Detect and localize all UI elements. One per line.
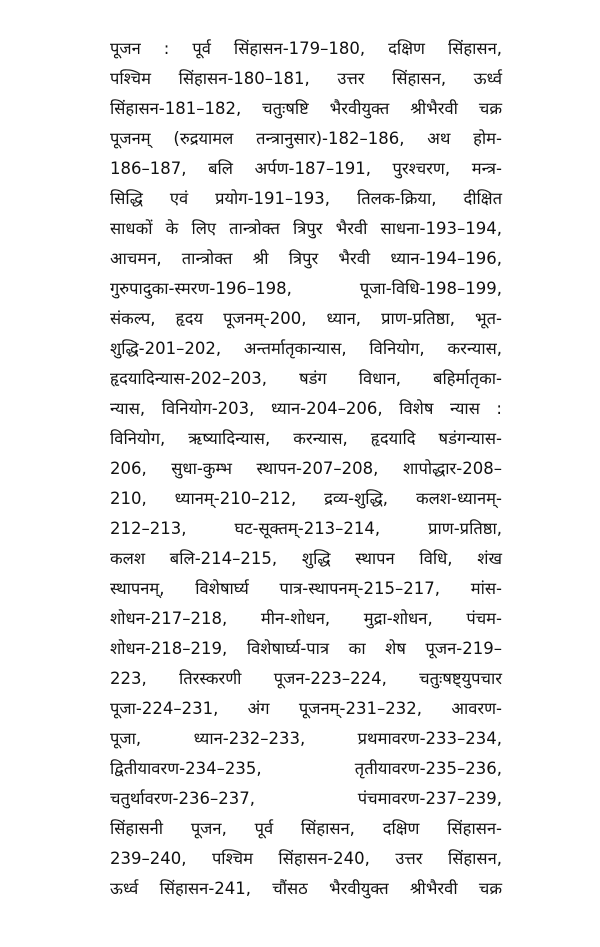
text-line: पूजन : पूर्व सिंहासन-179–180, दक्षिण सिंहासन, (110, 39, 502, 58)
text-line: पूजा, ध्यान-232–233, प्रथमावरण-233–234, (110, 729, 502, 748)
text-line: आचमन, तान्त्रोक्त श्री त्रिपुर भैरवी ध्यान-194–196, (110, 249, 502, 268)
text-line: 206, सुधा-कुम्भ स्थापन-207–208, शापोद्धार-208– (110, 459, 502, 478)
text-line: सिंहासनी पूजन, पूर्व सिंहासन, दक्षिण सिंहासन- (110, 819, 502, 838)
text-line: चतुर्थावरण-236–237, पंचमावरण-237–239, (110, 789, 502, 808)
text-line: न्यास, विनियोग-203, ध्यान-204–206, विशेष न्यास : (110, 399, 502, 418)
text-line: ऊर्ध्व सिंहासन-241, चौंसठ भैरवीयुक्त श्रीभैरवी चक्र (110, 879, 502, 898)
text-line: 223, तिरस्करणी पूजन-223–224, चतुःषष्ट्युपचार (110, 669, 502, 688)
text-line: कलश बलि-214–215, शुद्धि स्थापन विधि, शंख (110, 549, 502, 568)
text-line: 239–240, पश्चिम सिंहासन-240, उत्तर सिंहासन, (110, 849, 502, 868)
index-text-block (110, 34, 502, 904)
text-line: सिंहासन-181–182, चतुःषष्टि भैरवीयुक्त श्रीभैरवी चक्र (110, 99, 502, 118)
text-line: शुद्धि-201–202, अन्तर्मातृकान्यास, विनियोग, करन्यास, (110, 339, 502, 358)
text-line: पश्चिम सिंहासन-180–181, उत्तर सिंहासन, ऊर्ध्व (110, 69, 502, 88)
text-line: स्थापनम्, विशेषार्घ्य पात्र-स्थापनम्-215–217, मांस- (110, 579, 502, 598)
text-line: हृदयादिन्यास-202–203, षडंग विधान, बहिर्मातृका- (110, 369, 502, 388)
text-line: 210, ध्यानम्-210–212, द्रव्य-शुद्धि, कलश-ध्यानम्- (110, 489, 502, 508)
text-line: गुरुपादुका-स्मरण-196–198, पूजा-विधि-198–199, (110, 279, 502, 298)
text-line: विनियोग, ऋष्यादिन्यास, करन्यास, हृदयादि षडंगन्यास- (110, 429, 502, 448)
text-line: 212–213, घट-सूक्तम्-213–214, प्राण-प्रतिष्ठा, (110, 519, 502, 538)
text-line: द्वितीयावरण-234–235, तृतीयावरण-235–236, (110, 759, 502, 778)
text-line: सिद्धि एवं प्रयोग-191–193, तिलक-क्रिया, दीक्षित (110, 189, 502, 208)
text-line: साधकों के लिए तान्त्रोक्त त्रिपुर भैरवी साधना-193–194, (110, 219, 502, 238)
text-line: शोधन-218–219, विशेषार्घ्य-पात्र का शेष पूजन-219– (110, 639, 502, 658)
text-line: शोधन-217–218, मीन-शोधन, मुद्रा-शोधन, पंचम- (110, 609, 502, 628)
text-line: संकल्प, हृदय पूजनम्-200, ध्यान, प्राण-प्रतिष्ठा, भूत- (110, 309, 502, 328)
text-line: पूजा-224–231, अंग पूजनम्-231–232, आवरण- (110, 699, 502, 718)
text-line: पूजनम् (रुद्रयामल तन्त्रानुसार)-182–186, अथ होम- (110, 129, 502, 148)
text-line: 186–187, बलि अर्पण-187–191, पुरश्चरण, मन्त्र- (110, 159, 502, 178)
